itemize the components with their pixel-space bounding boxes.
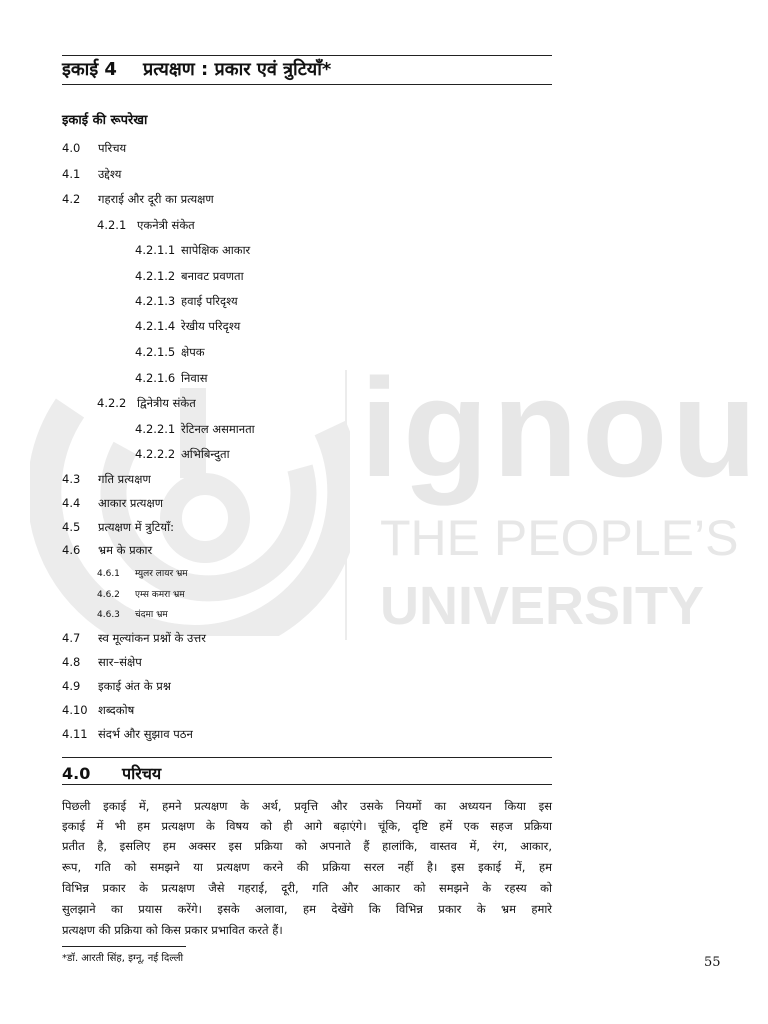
outline-item-label: शब्दकोष (98, 703, 135, 717)
outline-item (62, 495, 163, 511)
footnote: *डॉ. आरती सिंह, इग्नू, नई दिल्ली (62, 953, 184, 964)
outline-item-label: गति प्रत्यक्षण (98, 472, 151, 486)
outline-item-label: उद्देश्य (98, 167, 122, 181)
outline-item-label: हवाई परिदृश्य (181, 294, 238, 308)
unit-label: इकाई 4 (62, 59, 117, 80)
outline-item-num: 4.3 (62, 472, 81, 486)
outline-item (62, 140, 126, 156)
outline-item-num: 4.9 (62, 679, 81, 693)
outline-item-label: अभिबिन्दुता (181, 447, 230, 461)
outline-item (97, 607, 168, 623)
outline-item (62, 654, 142, 670)
outline-item (62, 630, 206, 646)
outline-item-num: 4.2 (62, 192, 81, 206)
section-number: 4.0 (62, 764, 91, 783)
outline-item-num: 4.2.2.2 (135, 447, 176, 461)
outline-item (97, 566, 188, 582)
outline-item (135, 242, 250, 258)
outline-item (135, 293, 238, 309)
outline-item-label: रेखीय परिदृश्य (181, 319, 241, 333)
paragraph-line: पिछली इकाई में, हमने प्रत्यक्षण के अर्थ, प्रवृत्ति और उसके नियमों का अध्ययन किया इस (62, 799, 552, 813)
outline-item-num: 4.5 (62, 520, 81, 534)
outline-item (135, 318, 240, 334)
outline-item-label: निवास (181, 371, 208, 385)
outline-item-label: भ्रम के प्रकार (98, 543, 153, 557)
paragraph-line: प्रत्यक्षण की प्रक्रिया को किस प्रकार प्रभावित करते हैं। (62, 923, 283, 937)
header-top-rule (62, 55, 552, 56)
section-title: परिचय (122, 764, 162, 783)
outline-item-label: रेटिनल असमानता (181, 422, 255, 436)
outline-item-num: 4.6.3 (97, 610, 120, 620)
page-number: 55 (704, 955, 721, 970)
footnote-rule (62, 946, 186, 947)
outline-item-num: 4.8 (62, 655, 81, 669)
outline-item-label: एकनेत्री संकेत (137, 218, 195, 232)
paragraph-line: इकाई में भी हम प्रत्यक्षण के विषय को ही आगे बढ़ाएंगे। चूंकि, दृष्टि हमें एक सहज प्रक्रिया (62, 819, 552, 833)
outline-item (135, 446, 230, 462)
watermark-divider (345, 370, 347, 640)
outline-item-label: चंदमा भ्रम (135, 610, 168, 620)
outline-heading: इकाई की रूपरेखा (62, 113, 148, 128)
outline-item-num: 4.6 (62, 543, 81, 557)
outline-item-num: 4.7 (62, 631, 81, 645)
outline-item-num: 4.4 (62, 496, 81, 510)
outline-item (62, 678, 171, 694)
outline-item-num: 4.0 (62, 141, 81, 155)
outline-item-num: 4.2.1.3 (135, 294, 176, 308)
outline-item (135, 344, 205, 360)
outline-item (62, 542, 152, 558)
outline-item-label: क्षेपक (181, 345, 205, 359)
outline-item (97, 395, 196, 411)
watermark-brand: ignou (360, 349, 761, 506)
paragraph-line: प्रतीत है, इसलिए हम अक्सर इस प्रक्रिया को अपनाते हैं हालांकि, वास्तव में, रंग, आकार, (62, 839, 552, 853)
outline-item-num: 4.2.2 (97, 396, 127, 410)
outline-item-label: इकाई अंत के प्रश्न (98, 679, 171, 693)
paragraph-line: विभिन्न प्रकार के प्रत्यक्षण जैसे गहराई, दूरी, गति और आकार को समझने के रहस्य को (62, 881, 552, 895)
outline-item-num: 4.6.1 (97, 569, 120, 579)
unit-title (62, 57, 331, 81)
outline-item (62, 471, 151, 487)
outline-item-label: परिचय (98, 141, 127, 155)
outline-item-num: 4.2.1 (97, 218, 127, 232)
paragraph-line: सुलझाने का प्रयास करेंगे। इसके अलावा, हम देखेंगे कि विभिन्न प्रकार के भ्रम हमारे (62, 902, 552, 916)
outline-item (97, 587, 185, 603)
outline-item-num: 4.2.1.4 (135, 319, 176, 333)
section-top-rule (62, 757, 552, 758)
outline-item-label: बनावट प्रवणता (181, 269, 244, 283)
outline-item (62, 519, 174, 535)
watermark-line1: THE PEOPLE’S (380, 510, 739, 566)
unit-title-text: प्रत्यक्षण : प्रकार एवं त्रुटियाँ* (142, 59, 332, 80)
outline-item-label: सापेक्षिक आकार (181, 243, 251, 257)
outline-item-num: 4.2.1.2 (135, 269, 176, 283)
outline-item-num: 4.10 (62, 703, 88, 717)
outline-item-num: 4.2.1.1 (135, 243, 176, 257)
outline-item (62, 191, 214, 207)
outline-item (135, 370, 208, 386)
outline-item-label: आकार प्रत्यक्षण (98, 496, 164, 510)
outline-item (62, 702, 134, 718)
outline-item (97, 217, 195, 233)
outline-item-label: एम्स कमरा भ्रम (135, 590, 185, 600)
header-bottom-rule (62, 84, 552, 85)
outline-item-label: सार–संक्षेप (98, 655, 142, 669)
outline-item (135, 268, 244, 284)
outline-item-num: 4.6.2 (97, 590, 120, 600)
outline-item-label: स्व मूल्यांकन प्रश्नों के उत्तर (98, 631, 206, 645)
outline-item (135, 421, 255, 437)
paragraph-line: रूप, गति को समझने या प्रत्यक्षण करने की प्रक्रिया सरल नहीं है। इस इकाई में, हम (62, 860, 552, 874)
outline-item-label: म्युलर लायर भ्रम (135, 569, 188, 579)
outline-item-num: 4.2.2.1 (135, 422, 176, 436)
watermark-line2: UNIVERSITY (380, 576, 705, 636)
section-bottom-rule (62, 784, 552, 785)
outline-item-label: प्रत्यक्षण में त्रुटियाँ: (98, 520, 174, 534)
outline-item-num: 4.2.1.5 (135, 345, 176, 359)
outline-item-num: 4.2.1.6 (135, 371, 176, 385)
outline-item-label: द्विनेत्रीय संकेत (137, 396, 196, 410)
outline-item (62, 166, 121, 182)
outline-item-label: गहराई और दूरी का प्रत्यक्षण (98, 192, 214, 206)
section-heading (62, 762, 161, 784)
outline-item-label: संदर्भ और सुझाव पठन (98, 727, 193, 741)
outline-item-num: 4.1 (62, 167, 81, 181)
outline-item (62, 726, 193, 742)
outline-item-num: 4.11 (62, 727, 88, 741)
